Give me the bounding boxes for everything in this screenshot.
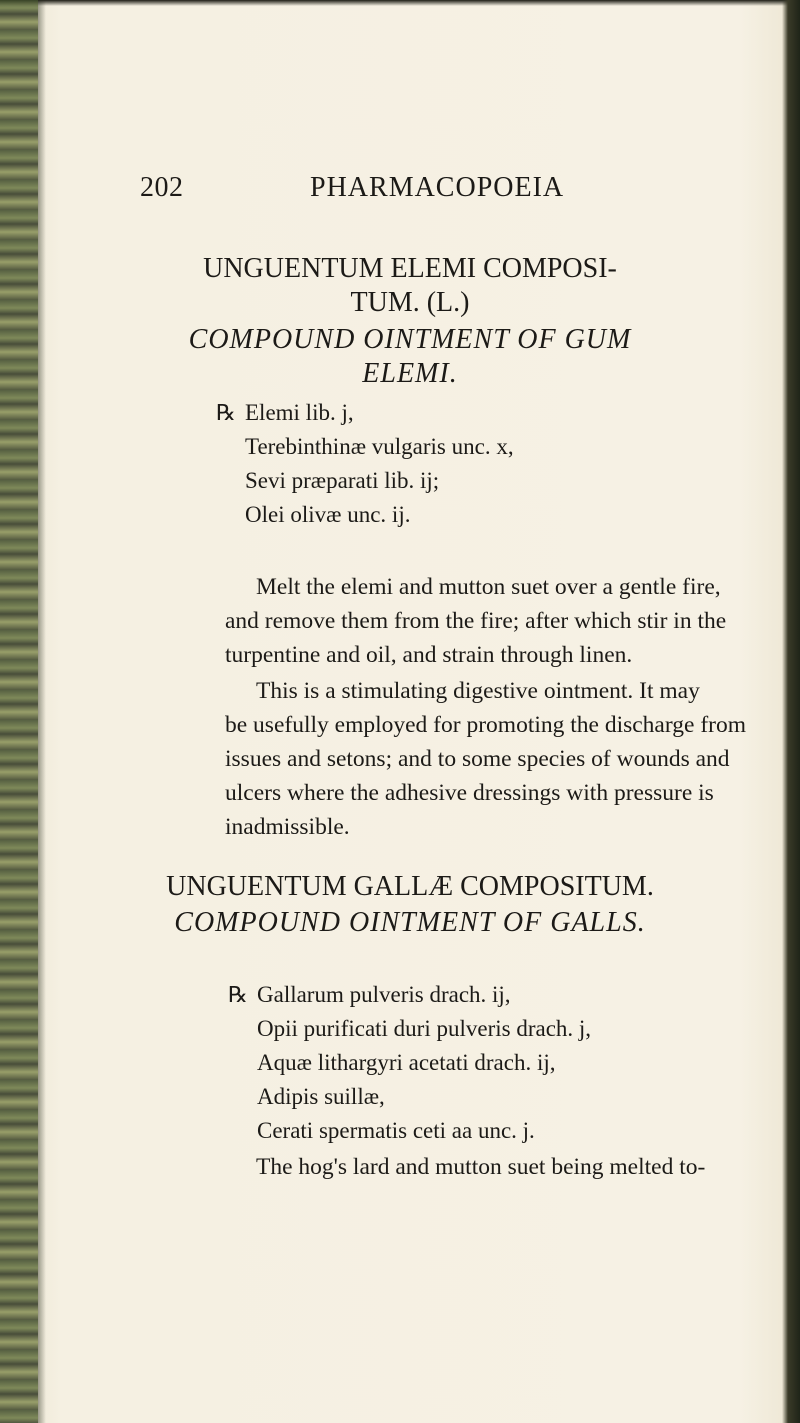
binding-edge-left bbox=[0, 0, 38, 1423]
ingredient-line: Opii purificati duri pulveris drach. j, bbox=[257, 1016, 592, 1041]
section2-recipe bbox=[228, 978, 717, 1148]
paragraph-line: be usefully employed for promoting the discharge from bbox=[225, 712, 747, 738]
running-head bbox=[140, 172, 600, 208]
section2-english: COMPOUND OINTMENT OF GALLS. bbox=[174, 907, 646, 938]
paragraph-line: The hog's lard and mutton suet being melted to- bbox=[256, 1154, 706, 1180]
paragraph-line: inadmissible. bbox=[225, 814, 350, 840]
ingredient-line: Adipis suillæ, bbox=[257, 1084, 385, 1109]
recipe-symbol: ℞ bbox=[216, 400, 236, 425]
paragraph-line: and remove them from the fire; after which stir in the bbox=[225, 608, 727, 634]
page-number: 202 bbox=[140, 172, 184, 203]
paragraph-line: issues and setons; and to some species of wounds and bbox=[225, 746, 730, 772]
section1-paragraph2 bbox=[225, 674, 775, 844]
paragraph-line: This is a stimulating digestive ointment. It may bbox=[256, 678, 700, 704]
ingredient-line: Cerati spermatis ceti aa unc. j. bbox=[257, 1118, 535, 1143]
section1-recipe bbox=[216, 396, 705, 532]
recipe-symbol: ℞ bbox=[228, 982, 248, 1007]
section2-heading: UNGUENTUM GALLÆ COMPOSITUM. bbox=[166, 871, 654, 902]
paragraph-line: ulcers where the adhesive dressings with pressure is bbox=[225, 780, 714, 806]
ingredient-line: Aquæ lithargyri acetati drach. ij, bbox=[257, 1050, 556, 1075]
section2-paragraph1 bbox=[225, 1150, 775, 1184]
ingredient-line: Elemi lib. j, bbox=[245, 400, 354, 425]
page-edge-right bbox=[782, 0, 800, 1423]
ingredient-line: Gallarum pulveris drach. ij, bbox=[257, 982, 511, 1007]
section1-heading-line2: TUM. (L.) bbox=[350, 287, 470, 318]
ingredient-line: Olei olivæ unc. ij. bbox=[245, 502, 411, 527]
ingredient-line: Terebinthinæ vulgaris unc. x, bbox=[245, 434, 514, 459]
ingredient-line: Sevi præparati lib. ij; bbox=[245, 468, 440, 493]
page-top-shadow bbox=[0, 0, 800, 6]
running-title: PHARMACOPOEIA bbox=[310, 172, 565, 203]
paragraph-line: Melt the elemi and mutton suet over a gentle fire, bbox=[256, 574, 721, 600]
section1-heading-line1: UNGUENTUM ELEMI COMPOSI- bbox=[203, 253, 617, 284]
section1-english-line1: COMPOUND OINTMENT OF GUM bbox=[188, 324, 632, 355]
section1-english-line2: ELEMI. bbox=[362, 358, 458, 389]
section1-paragraph1 bbox=[225, 570, 775, 672]
paragraph-line: turpentine and oil, and strain through linen. bbox=[225, 642, 633, 668]
